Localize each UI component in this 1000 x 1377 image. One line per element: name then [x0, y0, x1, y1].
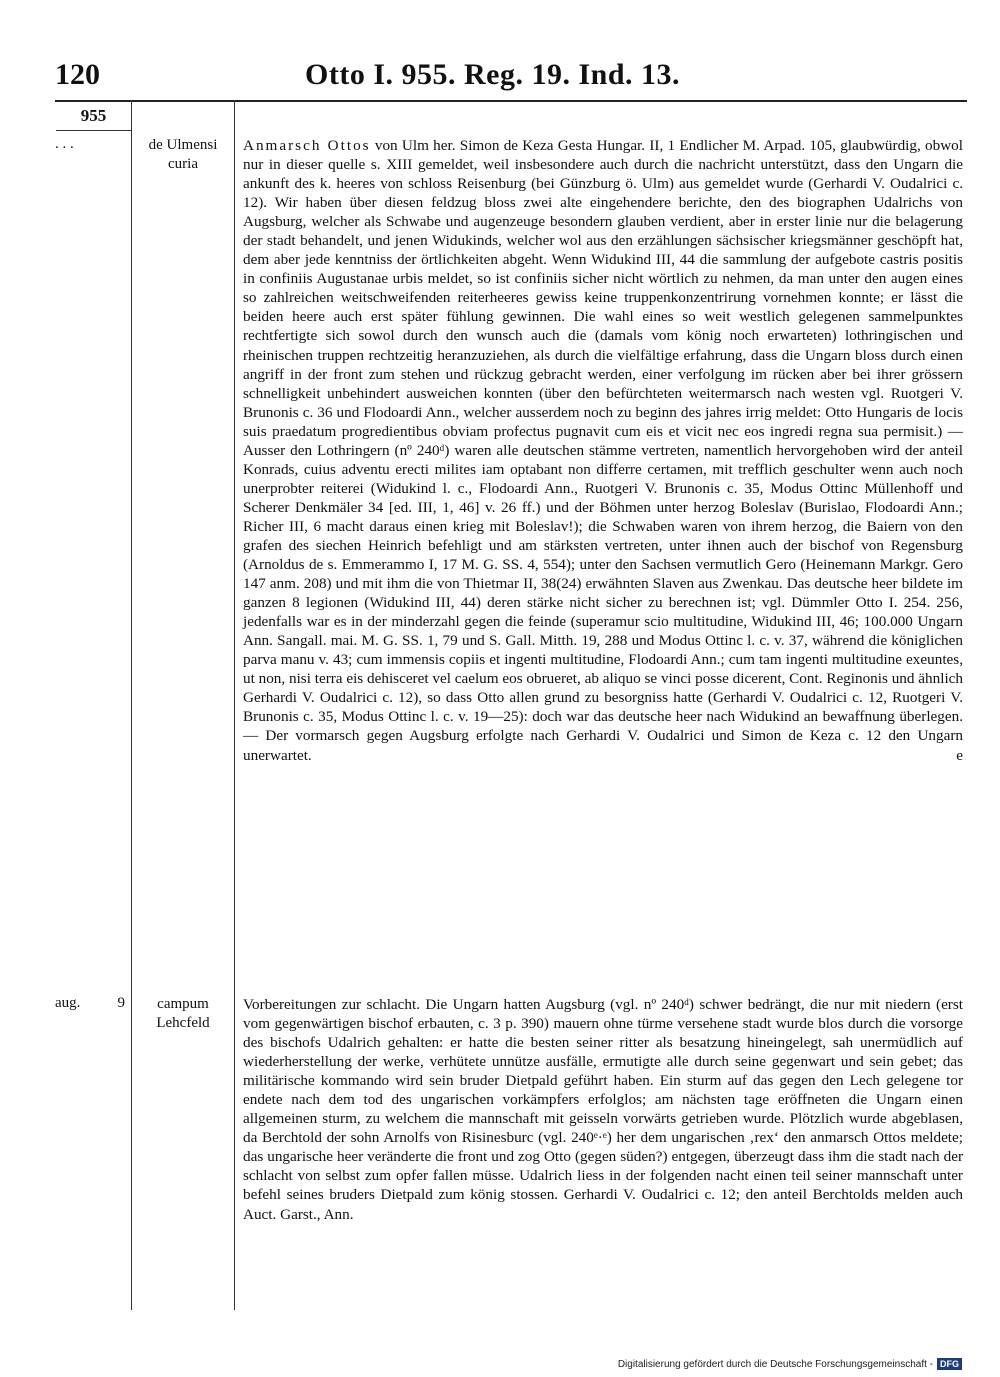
entry-month: aug. — [55, 995, 81, 1011]
running-head: Otto I. 955. Reg. 19. Ind. 13. — [305, 58, 681, 91]
entry-place: campum Lehcfeld — [156, 996, 210, 1031]
entry-body: Vorbereitungen zur schlacht. Die Ungarn hatten Augsburg (vgl. nº 240ᵈ) schwer bedrängt, die nur mit niedern (erst vom gegenwärtigen bischof erbauten, c. 3 p. 390) mauern ohne türme versehene stadt wurde blos durch die vorsorge des bischofs Udalrich gehalten: er hatte die besten seiner ritter als besatzung hineingelegt, sah unermüdlich auf wiederherstellung der werke, verhütete unnütze ausfälle, ermutigte alle durch seine gegenwart und sein gebet; das militärische kommando wird sein bruder Dietpald geführt haben. Ein sturm auf das gegen den Lech gelegene tor endete nach dem tod des ungarischen vorkämpfers erfolglos; am nächsten tage eröffneten die Ungarn einen allgemeinen sturm, zu welchem die mannschaft mit geisseln vorwärts getrieben wurde. Plötzlich wurde abgeblasen, da Berchtold der sohn Arnolfs von Risinesburc (vgl. 240ᵉ·ᵉ) her dem ungarischen ‚rex‘ den anmarsch Ottos meldete; das ungarische heer veränderte die front und zog Otto (gegen süden?) entgegen, überzeugt dass ihm die stadt nach der schlacht von selbst zum opfer fallen müsse. Udalrich liess in der folgenden nacht einen teil seiner mannschaft unter befehl seines bruders Dietpald zum könig stossen. Gerhardi V. Oudalrici c. 12; den anteil Berchtolds melden auch Auct. Garst., Ann. — [243, 996, 963, 1223]
header-rule — [55, 100, 967, 102]
footer-credit: Digitalisierung gefördert durch die Deutsche Forschungsgemeinschaft - — [617, 1358, 933, 1370]
entry-place: de Ulmensi curia — [148, 137, 218, 172]
column-divider-date — [131, 100, 132, 1310]
dfg-logo-icon: DFG — [937, 1358, 962, 1370]
column-divider-place — [234, 100, 235, 1310]
entry-body: von Ulm her. Simon de Keza Gesta Hungar. II, 1 Endlicher M. Arpad. 105, glaubwürdig, obwol nur in dieser quelle s. XIII gemeldet, weil insbesondere auch durch die nachricht unterstützt, dass den Ungarn die ankunft des k. heeres von schloss Reisenburg (bei Günzburg ö. Ulm) aus gemeldet wurde (Gerhardi V. Oudalrici c. 12). Wir haben über diesen feldzug bloss zwei alte eingehendere berichte, den des biographen Udalrichs von Augsburg, welcher als Schwabe und augenzeuge besondern glauben verdient, aber in erster linie nur die belagerung der stadt behandelt, und jenen Widukinds, welcher wol aus den erzählungen sächsischer kriegsmänner geschöpft hat, dem aber jede kenntniss der örtlichkeiten abgeht. Wenn Widukind III, 44 die sammlung der aufgebote castris positis in confiniis Augustanae urbis meldet, so ist confiniis sicher nicht wörtlich zu nehmen, da man unter den augen eines so zahlreichen weitschweifenden reiterheeres gewiss keine truppenkonzentrirung vornehmen konnte; er lässt die beiden heere auch erst später fühlung gewinnen. Die wahl eines so weit westlich gelegenen sammelpunktes rechtfertigte sich sowol durch den wunsch auch die (damals vom könig noch erwarteten) lothringischen und rheinischen truppen rechtzeitig heranzuziehen, als durch die vielfältige erfahrung, dass die Ungarn bloss durch einen angriff in der front zum stehen und rückzug gebracht werden, einer verfolgung im rücken aber bei ihrer grössern schnelligkeit unbehindert ausweichen konnten (über den befürchteten weitermarsch nach westen vgl. Ruotgeri V. Brunonis c. 36 und Flodoardi Ann., welcher ausserdem noch zu beginn des jahres irrig meldet: Otto Hungaris de locis suis praedatum progredientibus obviam profectus pugnavit cum eis et vicit nec eos ingredi regna sua permisit.) — Ausser den Lothringern (nº 240ᵈ) waren alle deutschen stämme vertreten, namentlich hervorgehoben wird der anteil Konrads, cuius adventu erecti milites iam optabant non differre certamen, mit trefflich geschulter wenn auch noch unerprobter reiterei (Widukind l. c., Flodoardi Ann., Ruotgeri V. Brunonis c. 35, Modus Ottinc Müllenhoff und Scherer Denkmäler 34 [ed. III, 1, 46] v. 26 ff.) und der Böhmen unter herzog Boleslav (Burislao, Flodoardi Ann.; Richer III, 6 macht daraus einen krieg mit Boleslav!); die Schwaben waren von ihrem herzog, die Baiern von den grafen des siechen Heinrich befehligt und am stärksten vertreten, unter ihnen auch der bischof von Regensburg (Arnoldus de s. Emmerammo I, 17 M. G. SS. 4, 554); unter den Sachsen vermutlich Gero (Heinemann Markgr. Gero 147 anm. 208) und mit ihm die von Thietmar II, 38(24) erwähnten Slaven aus Zwenkau. Das deutsche heer bildete im ganzen 8 legionen (Widukind III, 44) deren stärke nicht sicher zu berechnen ist; vgl. Dümmler Otto I. 254. 256, jedenfalls war es in der minderzahl gegen die feinde (superamur scio multitudine, Widukind III, 46; 100.000 Ungarn Ann. Sangall. mai. M. G. SS. 1, 79 und S. Gall. Mitth. 19, 288 und Modus Ottinc l. c. v. 37, während die königlichen parva manu v. 43; cum immensis copiis et ingenti multitudine, Flodoardi Ann.; cum tam ingenti multitudine exeuntes, ut non, nisi terra eis dehisceret vel caelum eos obrueret, ab aliquo se vinci posse dicerent, Cont. Reginonis und ähnlich Gerhardi V. Oudalrici c. 12), so dass Otto allen grund zu besorgniss hatte (Gerhardi V. Oudalrici c. 12, Ruotgeri V. Brunonis c. 35, Modus Ottinc l. c. v. 19—25): doch war das deutsche heer nach Widukind an bewaffnung überlegen. — Der vormarsch gegen Augsburg erfolgte nach Gerhardi V. Oudalrici und Simon de Keza c. 12 den Ungarn unerwartet. — [243, 137, 963, 764]
page-number: 120 — [55, 58, 100, 91]
entry-day: 9 — [117, 995, 125, 1011]
entry-lead: Anmarsch Ottos — [243, 137, 371, 154]
footer — [618, 1358, 962, 1370]
entry-month: . . . — [55, 136, 74, 152]
entry-date — [55, 136, 125, 153]
entry-text — [243, 995, 963, 1224]
entry-date — [55, 995, 125, 1012]
entry-text — [243, 136, 963, 765]
year-label: 955 — [80, 106, 107, 125]
year-rule — [56, 130, 131, 131]
trailing-mark: e — [956, 746, 963, 764]
